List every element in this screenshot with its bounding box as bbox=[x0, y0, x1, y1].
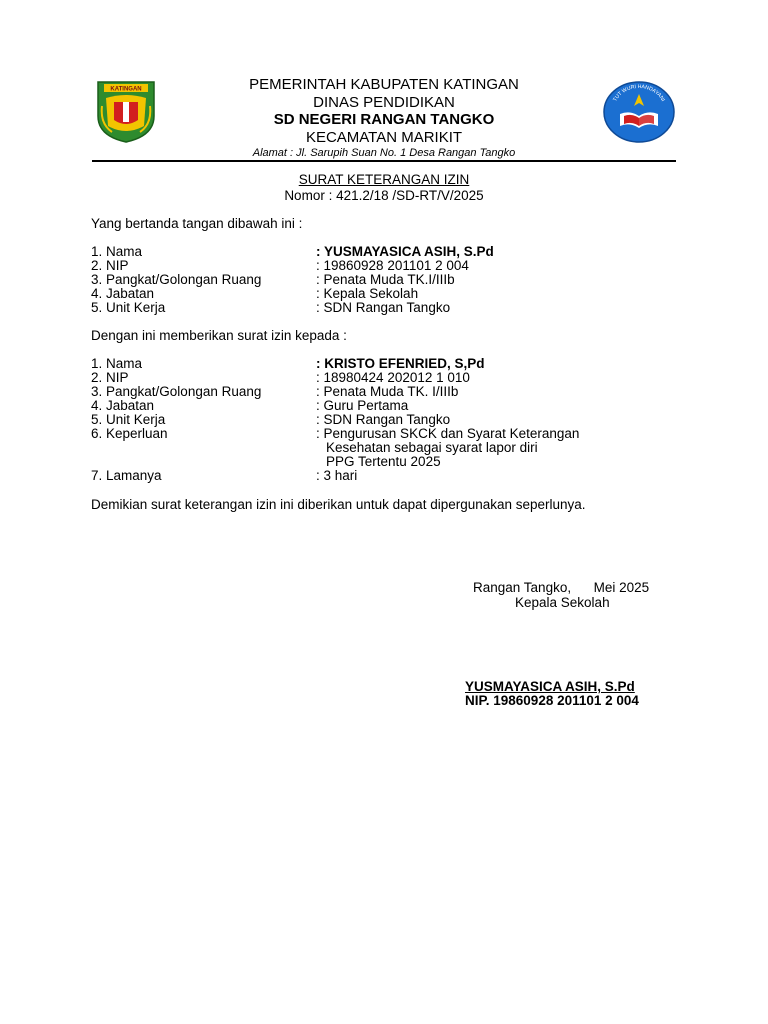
letterhead-divider bbox=[92, 160, 676, 162]
logo-left-label: KATINGAN bbox=[110, 86, 142, 93]
middle-text: Dengan ini memberikan surat izin kepada : bbox=[91, 328, 347, 343]
recipient-label: 4. Jabatan bbox=[91, 398, 155, 413]
signer-value: : SDN Rangan Tangko bbox=[316, 300, 451, 315]
signer-label: 3. Pangkat/Golongan Ruang bbox=[91, 272, 262, 287]
recipient-value: : SDN Rangan Tangko bbox=[316, 412, 451, 427]
recipient-value: : KRISTO EFENRIED, S,Pd bbox=[316, 356, 485, 371]
signer-label: 4. Jabatan bbox=[91, 286, 155, 301]
recipient-value: : 18980424 202012 1 010 bbox=[316, 370, 470, 385]
signer-label: 5. Unit Kerja bbox=[91, 300, 166, 315]
signature-name: YUSMAYASICA ASIH, S.Pd bbox=[465, 679, 635, 694]
letter-title bbox=[0, 172, 768, 204]
recipient-label: 6. Keperluan bbox=[91, 426, 168, 441]
purpose-continuation: Kesehatan sebagai syarat lapor diri bbox=[326, 440, 538, 455]
letterhead-school: SD NEGERI RANGAN TANGKO bbox=[273, 111, 495, 128]
letterhead-district: KECAMATAN MARIKIT bbox=[305, 128, 463, 146]
closing-text: Demikian surat keterangan izin ini diberikan untuk dapat dipergunakan seperlunya. bbox=[91, 497, 586, 512]
recipient-value: : Guru Pertama bbox=[316, 398, 409, 413]
letter-heading: SURAT KETERANGAN IZIN bbox=[298, 172, 470, 187]
signer-value: : 19860928 201101 2 004 bbox=[316, 258, 469, 273]
duration-value: : 3 hari bbox=[316, 468, 358, 483]
recipient-label: 2. NIP bbox=[91, 370, 129, 385]
recipient-label: 3. Pangkat/Golongan Ruang bbox=[91, 384, 262, 399]
signature-nip: NIP. 19860928 201101 2 004 bbox=[465, 693, 639, 708]
letterhead-address: Alamat : Jl. Sarupih Suan No. 1 Desa Rangan Tangko bbox=[252, 147, 516, 159]
signer-value: : YUSMAYASICA ASIH, S.Pd bbox=[316, 244, 494, 259]
signature-place-date: Rangan Tangko, Mei 2025 bbox=[473, 580, 650, 595]
letterhead-government: PEMERINTAH KABUPATEN KATINGAN bbox=[249, 76, 519, 93]
recipient-label: 5. Unit Kerja bbox=[91, 412, 166, 427]
signer-label: 1. Nama bbox=[91, 244, 143, 259]
logo-right-label: TUT WURI HANDAYANI bbox=[612, 83, 666, 103]
signature-position: Kepala Sekolah bbox=[515, 595, 610, 610]
letterhead-department: DINAS PENDIDIKAN bbox=[313, 93, 455, 111]
duration-label: 7. Lamanya bbox=[91, 468, 162, 483]
signer-label: 2. NIP bbox=[91, 258, 129, 273]
letter-number: Nomor : 421.2/18 /SD-RT/V/2025 bbox=[284, 188, 484, 203]
purpose-continuation: PPG Tertentu 2025 bbox=[326, 454, 441, 469]
recipient-label: 1. Nama bbox=[91, 356, 143, 371]
recipient-value: : Pengurusan SKCK dan Syarat Keterangan bbox=[316, 426, 580, 441]
intro-text: Yang bertanda tangan dibawah ini : bbox=[91, 216, 303, 231]
signer-value: : Penata Muda TK.I/IIIb bbox=[316, 272, 455, 287]
letterhead bbox=[0, 76, 768, 160]
signer-value: : Kepala Sekolah bbox=[316, 286, 419, 301]
recipient-value: : Penata Muda TK. I/IIIb bbox=[316, 384, 459, 399]
